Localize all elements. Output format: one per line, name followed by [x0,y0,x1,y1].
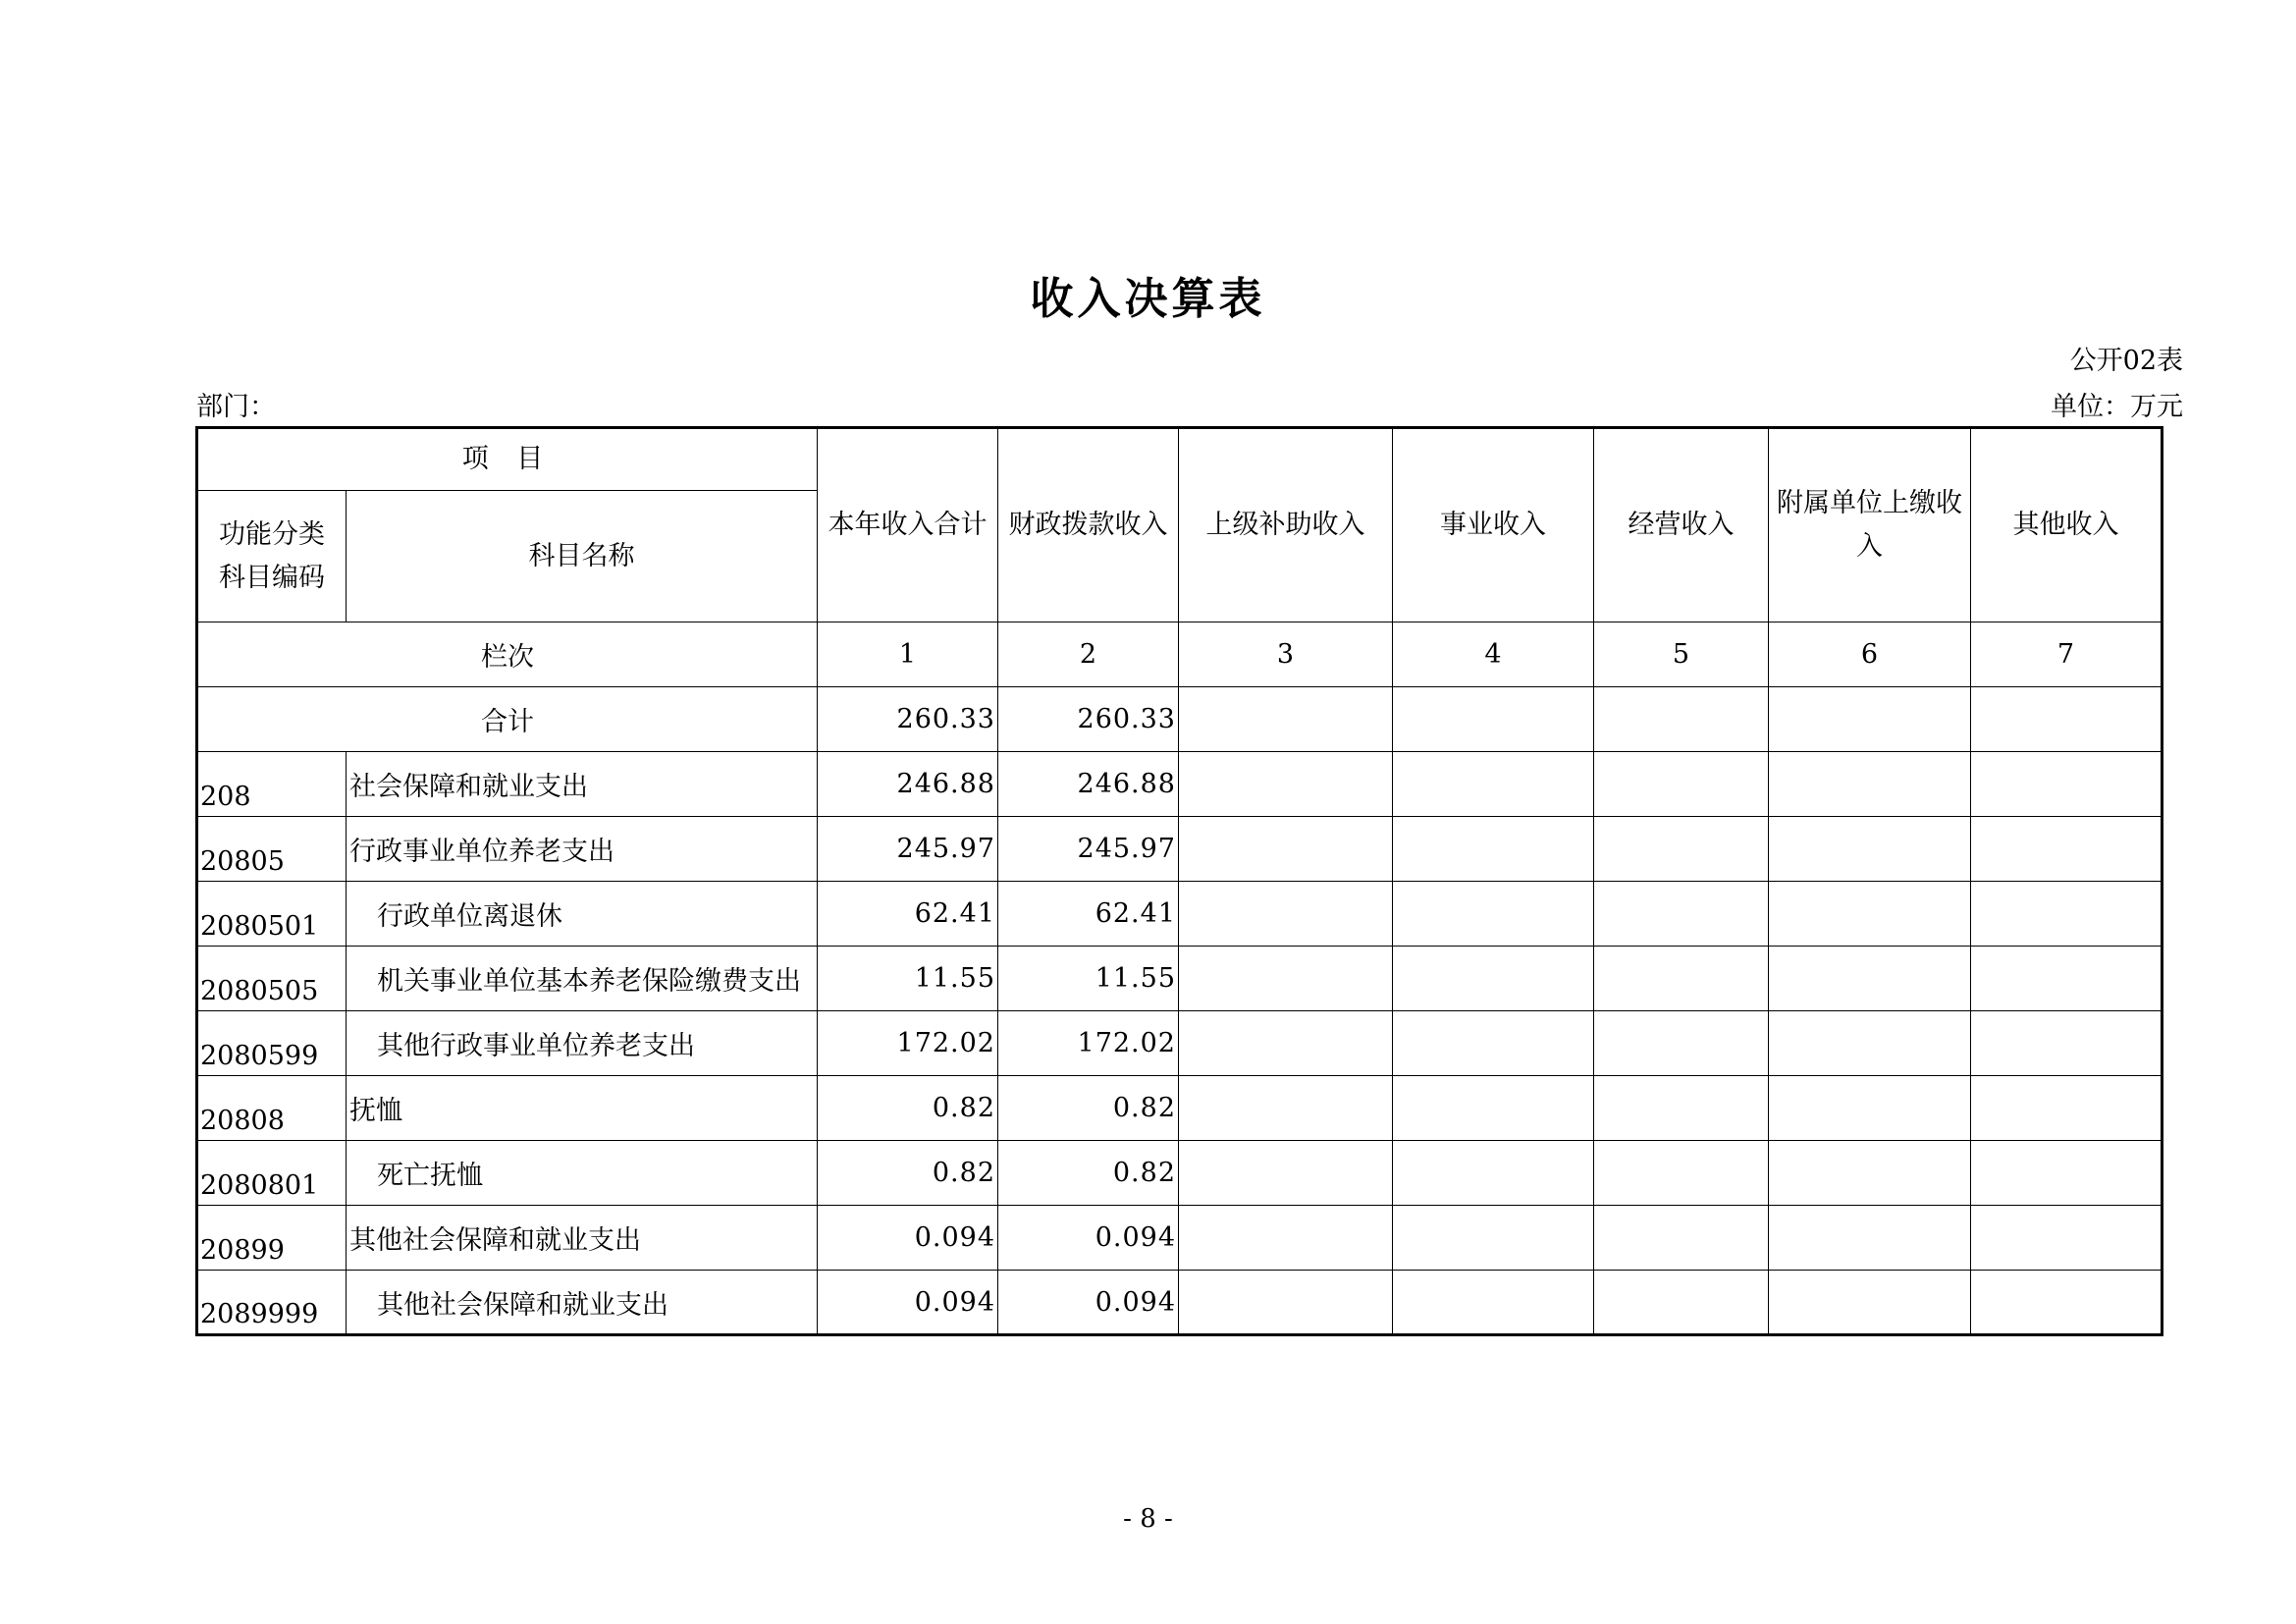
header-code: 功能分类科目编码 [197,491,347,623]
cell-value: 172.02 [818,1011,998,1076]
cell-value [1179,1271,1393,1335]
total-value: 260.33 [998,687,1179,752]
subject-code: 20899 [197,1206,347,1271]
table-row [197,1076,2163,1141]
column-number-row [197,623,2163,687]
cell-value [1393,1076,1594,1141]
cell-value: 246.88 [818,752,998,817]
table-row [197,1271,2163,1335]
cell-value [1769,1271,1971,1335]
cell-value: 62.41 [998,882,1179,947]
cell-value [1769,752,1971,817]
header-col-7: 其他收入 [1971,428,2163,623]
subject-name: 机关事业单位基本养老保险缴费支出 [347,947,818,1011]
cell-value [1769,1206,1971,1271]
cell-value [1594,1141,1769,1206]
header-name: 科目名称 [347,491,818,623]
cell-value: 172.02 [998,1011,1179,1076]
cell-value [1179,1076,1393,1141]
cell-value [1594,1206,1769,1271]
column-number: 3 [1179,623,1393,687]
subject-name: 行政单位离退休 [347,882,818,947]
cell-value [1393,1011,1594,1076]
page-title: 收入决算表 [1030,274,1266,324]
subject-name: 其他社会保障和就业支出 [347,1206,818,1271]
cell-value [1393,1141,1594,1206]
total-value: 260.33 [818,687,998,752]
cell-value [1769,1076,1971,1141]
total-value [1179,687,1393,752]
cell-value [1971,1206,2163,1271]
column-number: 4 [1393,623,1594,687]
cell-value: 0.094 [998,1206,1179,1271]
cell-value: 0.82 [818,1076,998,1141]
header-col-4: 事业收入 [1393,428,1594,623]
cell-value [1393,947,1594,1011]
table-row [197,947,2163,1011]
cell-value [1594,1076,1769,1141]
column-number: 1 [818,623,998,687]
cell-value [1393,1271,1594,1335]
header-item: 项 目 [197,428,818,491]
cell-value [1393,817,1594,882]
cell-value: 245.97 [818,817,998,882]
subject-name: 抚恤 [347,1076,818,1141]
table-row [197,1141,2163,1206]
subject-code: 20808 [197,1076,347,1141]
cell-value: 0.82 [998,1076,1179,1141]
subject-code: 20805 [197,817,347,882]
total-row [197,687,2163,752]
cell-value [1594,947,1769,1011]
cell-value [1594,1271,1769,1335]
department-label: 部门： [196,392,276,422]
page-number: - 8 - [1123,1504,1173,1534]
cell-value [1179,882,1393,947]
cell-value: 11.55 [998,947,1179,1011]
cell-value: 0.094 [818,1271,998,1335]
cell-value [1594,752,1769,817]
header-col-3: 上级补助收入 [1179,428,1393,623]
cell-value [1971,882,2163,947]
cell-value [1594,1011,1769,1076]
cell-value [1971,1271,2163,1335]
header-col-5: 经营收入 [1594,428,1769,623]
total-value [1971,687,2163,752]
column-number-label: 栏次 [197,623,818,687]
subject-code: 2089999 [197,1271,347,1335]
cell-value [1179,752,1393,817]
total-value [1769,687,1971,752]
unit-label: 单位：万元 [2051,392,2183,422]
cell-value [1179,947,1393,1011]
cell-value [1769,1011,1971,1076]
table-row [197,752,2163,817]
subject-code: 2080501 [197,882,347,947]
cell-value: 62.41 [818,882,998,947]
cell-value [1769,947,1971,1011]
table-row [197,882,2163,947]
cell-value [1393,752,1594,817]
column-number: 7 [1971,623,2163,687]
cell-value [1971,752,2163,817]
cell-value [1393,882,1594,947]
column-number: 5 [1594,623,1769,687]
total-label: 合计 [197,687,818,752]
subject-code: 208 [197,752,347,817]
column-number: 2 [998,623,1179,687]
income-table [195,426,2163,1336]
cell-value [1393,1206,1594,1271]
cell-value: 0.82 [818,1141,998,1206]
subject-name: 死亡抚恤 [347,1141,818,1206]
form-number: 公开02表 [2069,346,2183,376]
subject-name: 社会保障和就业支出 [347,752,818,817]
subject-name: 其他行政事业单位养老支出 [347,1011,818,1076]
cell-value [1971,1076,2163,1141]
subject-code: 2080801 [197,1141,347,1206]
subject-code: 2080505 [197,947,347,1011]
header-col-2: 财政拨款收入 [998,428,1179,623]
cell-value: 0.094 [818,1206,998,1271]
cell-value: 0.82 [998,1141,1179,1206]
header-col-6: 附属单位上缴收入 [1769,428,1971,623]
subject-name: 其他社会保障和就业支出 [347,1271,818,1335]
header-col-1: 本年收入合计 [818,428,998,623]
subject-code: 2080599 [197,1011,347,1076]
cell-value: 0.094 [998,1271,1179,1335]
cell-value [1971,1141,2163,1206]
cell-value: 246.88 [998,752,1179,817]
column-number: 6 [1769,623,1971,687]
subject-name: 行政事业单位养老支出 [347,817,818,882]
cell-value [1179,817,1393,882]
cell-value [1971,817,2163,882]
cell-value [1179,1011,1393,1076]
total-value [1594,687,1769,752]
total-value [1393,687,1594,752]
cell-value [1594,882,1769,947]
cell-value [1971,1011,2163,1076]
cell-value: 11.55 [818,947,998,1011]
cell-value [1594,817,1769,882]
cell-value: 245.97 [998,817,1179,882]
cell-value [1769,1141,1971,1206]
table-row [197,1011,2163,1076]
cell-value [1769,817,1971,882]
cell-value [1179,1206,1393,1271]
table-row [197,817,2163,882]
cell-value [1769,882,1971,947]
table-row [197,1206,2163,1271]
cell-value [1971,947,2163,1011]
cell-value [1179,1141,1393,1206]
